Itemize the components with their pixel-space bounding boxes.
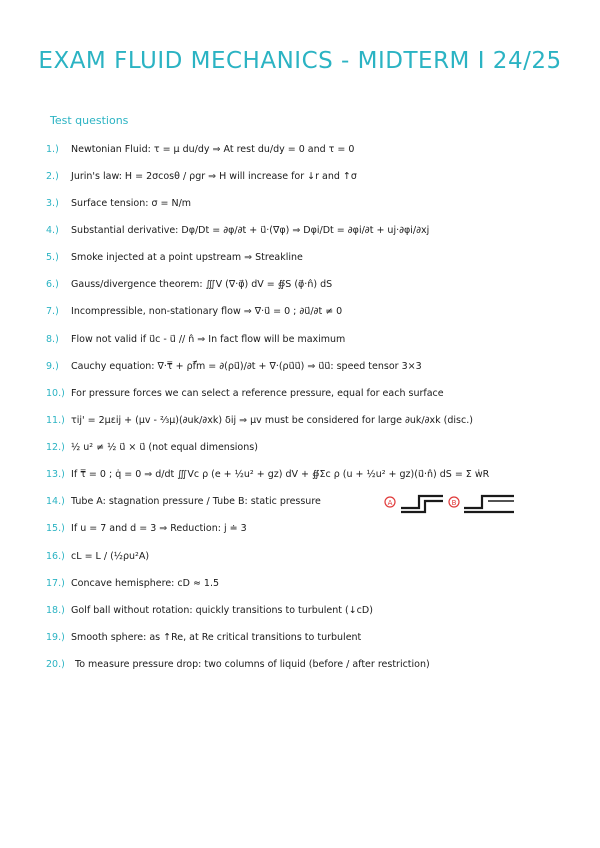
question-text: Surface tension: σ = N/m [71, 198, 192, 209]
question-number: 18.) [46, 605, 65, 616]
question-5 [46, 251, 303, 265]
tube-a-diagram [383, 492, 445, 514]
question-number: 15.) [46, 523, 65, 534]
question-10 [46, 387, 444, 401]
question-number: 6.) [46, 279, 59, 290]
question-1 [46, 143, 354, 157]
question-number: 14.) [46, 496, 65, 507]
question-14 [46, 495, 321, 509]
question-number: 8.) [46, 334, 59, 345]
question-number: 9.) [46, 361, 59, 372]
question-text: Smoke injected at a point upstream ⇒ Streakline [71, 252, 303, 263]
question-number: 16.) [46, 551, 65, 562]
question-text: Newtonian Fluid: τ = μ du/dy ⇒ At rest du/dy = 0 and τ = 0 [71, 144, 355, 155]
question-text: Substantial derivative: Dφ/Dt = ∂φ/∂t + u⃗·(∇φ) ⇒ Dφi/Dt = ∂φi/∂t + uj·∂φi/∂xj [71, 225, 430, 236]
question-18 [46, 604, 373, 618]
question-16 [46, 550, 149, 564]
question-text: Concave hemisphere: cD ≈ 1.5 [71, 578, 220, 589]
question-text: Golf ball without rotation: quickly transitions to turbulent (↓cD) [71, 605, 373, 616]
question-17 [46, 577, 219, 591]
question-text: ½ u² ≠ ½ u⃗ × u⃗ (not equal dimensions) [71, 442, 258, 453]
question-20 [46, 658, 430, 672]
question-number: 13.) [46, 469, 65, 480]
question-text: τij' = 2μεij + (μv - ⅔μ)(∂uk/∂xk) δij ⇒ μv must be considered for large ∂uk/∂xk (disc.) [71, 415, 473, 426]
question-text: Tube A: stagnation pressure / Tube B: static pressure [71, 496, 321, 507]
page-title: EXAM FLUID MECHANICS - MIDTERM I 24/25 [38, 48, 562, 74]
question-7 [46, 305, 342, 319]
question-number: 12.) [46, 442, 65, 453]
question-text: Incompressible, non-stationary flow ⇒ ∇·u⃗ = 0 ; ∂u⃗/∂t ≠ 0 [71, 306, 343, 317]
question-text: Jurin's law: H = 2σcosθ / ρgr ⇒ H will increase for ↓r and ↑σ [71, 171, 357, 182]
question-text: To measure pressure drop: two columns of liquid (before / after restriction) [75, 659, 430, 670]
question-19 [46, 631, 361, 645]
question-11 [46, 414, 473, 428]
question-number: 19.) [46, 632, 65, 643]
tube-b-label: B [451, 499, 457, 507]
question-9 [46, 360, 422, 374]
tube-b-upper-wall [464, 496, 514, 508]
question-6 [46, 278, 332, 292]
question-text: If τ̿ = 0 ; q̇ = 0 ⇒ d/dt ∭Vc ρ (e + ½u² + gz) dV + ∯Σc ρ (u + ½u² + gz)(u⃗·n̂) dS = Σ ẇR [71, 469, 490, 480]
question-text: Cauchy equation: ∇·τ̿ + ρf⃗m = ∂(ρu⃗)/∂t + ∇·(ρu⃗u⃗) ⇒ u⃗u⃗: speed tensor 3×3 [71, 361, 422, 372]
section-subtitle: Test questions [50, 114, 129, 127]
question-text: Smooth sphere: as ↑Re, at Re critical transitions to turbulent [71, 632, 362, 643]
question-4 [46, 224, 429, 238]
tube-a-lower-wall [401, 501, 443, 512]
question-number: 3.) [46, 198, 59, 209]
question-text: For pressure forces we can select a reference pressure, equal for each surface [71, 388, 444, 399]
tube-a-label: A [387, 499, 393, 507]
question-12 [46, 441, 258, 455]
question-3 [46, 197, 191, 211]
tube-b-diagram [448, 492, 516, 514]
question-number: 10.) [46, 388, 65, 399]
question-number: 4.) [46, 225, 59, 236]
question-8 [46, 333, 345, 347]
question-number: 2.) [46, 171, 59, 182]
question-text: cL = L / (½ρu²A) [71, 551, 150, 562]
question-text: Gauss/divergence theorem: ∭V (∇·φ⃗) dV = ∯S (φ⃗·n̂) dS [71, 279, 333, 290]
question-number: 5.) [46, 252, 59, 263]
question-text: Flow not valid if u⃗c - u⃗ // n̂ ⇒ In fact flow will be maximum [71, 334, 346, 345]
question-text: If u = 7 and d = 3 ⇒ Reduction: j ≐ 3 [71, 523, 247, 534]
question-number: 20.) [46, 659, 65, 670]
question-number: 7.) [46, 306, 59, 317]
question-number: 17.) [46, 578, 65, 589]
question-number: 1.) [46, 144, 59, 155]
question-number: 11.) [46, 415, 65, 426]
question-13 [46, 468, 489, 482]
question-15 [46, 522, 247, 536]
question-2 [46, 170, 357, 184]
